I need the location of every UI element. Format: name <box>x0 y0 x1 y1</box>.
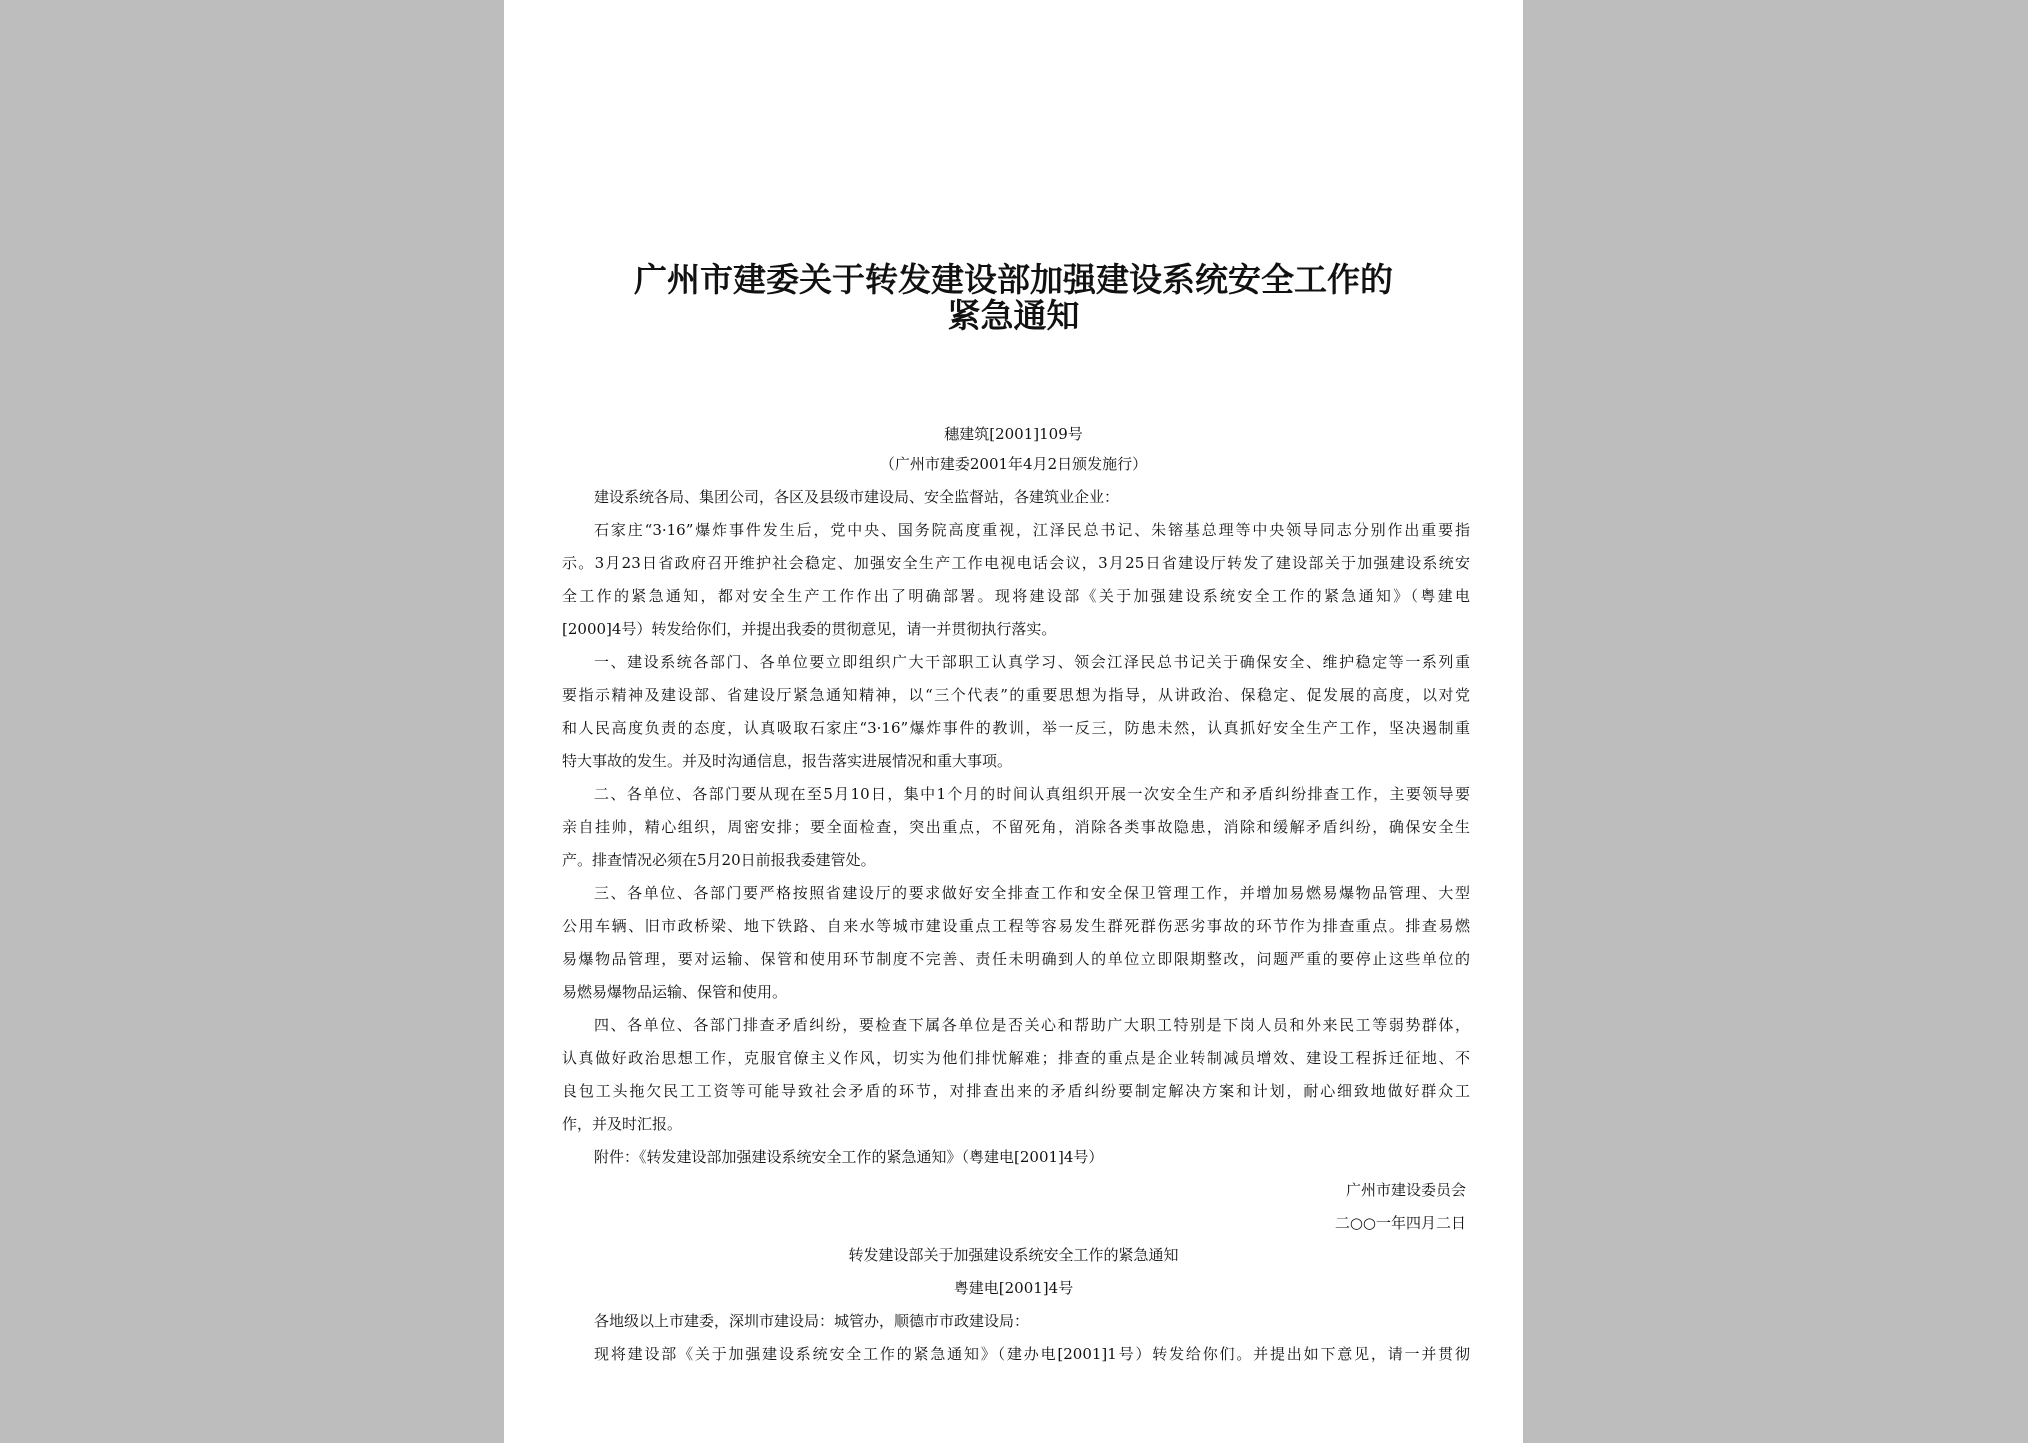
addressee: 建设系统各局、集团公司，各区及县级市建设局、安全监督站，各建筑业企业： <box>594 488 1120 506</box>
sub-body-line: 现将建设部《关于加强建设系统安全工作的紧急通知》（建办电[2001]1号）转发给你们。并提出如下意见，请一并贯彻 <box>594 1345 1470 1363</box>
item1-line: 特大事故的发生。并及时沟通信息，报告落实进展情况和重大事项。 <box>562 752 1013 770</box>
intro-line: 示。3月23日省政府召开维护社会稳定、加强安全生产工作电视电话会议，3月25日省建设厅转发了建设部关于加强建设系统安 <box>562 554 1470 572</box>
intro-line: 全工作的紧急通知，都对安全生产工作作出了明确部署。现将建设部《关于加强建设系统安全工作的紧急通知》（粤建电 <box>562 587 1470 605</box>
left-margin-background <box>0 0 504 1443</box>
signature-org: 广州市建设委员会 <box>1345 1181 1466 1199</box>
item2-line: 产。排查情况必须在5月20日前报我委建管处。 <box>562 851 876 869</box>
document-page <box>504 0 1523 1443</box>
item1-line: 和人民高度负责的态度，认真吸取石家庄“3·16”爆炸事件的教训，举一反三，防患未然，认真抓好安全生产工作，坚决遏制重 <box>562 719 1470 737</box>
item4-line: 认真做好政治思想工作，克服官僚主义作风，切实为他们排忧解难；排查的重点是企业转制减员增效、建设工程拆迁征地、不 <box>562 1049 1470 1067</box>
page-title <box>504 262 1523 334</box>
issue-note: （广州市建委2001年4月2日颁发施行） <box>879 455 1148 473</box>
sub-doc-number: 粤建电[2001]4号 <box>953 1279 1074 1297</box>
title-line-2: 紧急通知 <box>947 296 1080 335</box>
sub-addressee: 各地级以上市建委，深圳市建设局：城管办，顺德市市政建设局： <box>594 1312 1030 1330</box>
signature-date: 二○○一年四月二日 <box>1334 1214 1466 1232</box>
attachment: 附件：《转发建设部加强建设系统安全工作的紧急通知》（粤建电[2001]4号） <box>594 1148 1104 1166</box>
right-margin-background <box>1523 0 2028 1443</box>
item3-line: 易燃易爆物品运输、保管和使用。 <box>562 983 788 1001</box>
item3-line: 三、各单位、各部门要严格按照省建设厅的要求做好安全排查工作和安全保卫管理工作，并增加易燃易爆物品管理、大型 <box>594 884 1470 902</box>
item3-line: 公用车辆、旧市政桥梁、地下铁路、自来水等城市建设重点工程等容易发生群死群伤恶劣事故的环节作为排查重点。排查易燃 <box>562 917 1470 935</box>
item1-line: 一、建设系统各部门、各单位要立即组织广大干部职工认真学习、领会江泽民总书记关于确保安全、维护稳定等一系列重 <box>594 653 1470 671</box>
intro-line: [2000]4号）转发给你们，并提出我委的贯彻意见，请一并贯彻执行落实。 <box>562 620 1057 638</box>
item4-line: 良包工头拖欠民工工资等可能导致社会矛盾的环节，对排查出来的矛盾纠纷要制定解决方案和计划，耐心细致地做好群众工 <box>562 1082 1470 1100</box>
item1-line: 要指示精神及建设部、省建设厅紧急通知精神，以“三个代表”的重要思想为指导，从讲政治、保稳定、促发展的高度，以对党 <box>562 686 1470 704</box>
sub-title: 转发建设部关于加强建设系统安全工作的紧急通知 <box>848 1246 1179 1264</box>
title-line-1: 广州市建委关于转发建设部加强建设系统安全工作的 <box>634 260 1393 299</box>
item4-line: 四、各单位、各部门排查矛盾纠纷，要检查下属各单位是否关心和帮助广大职工特别是下岗人员和外来民工等弱势群体， <box>594 1016 1470 1034</box>
item2-line: 二、各单位、各部门要从现在至5月10日，集中1个月的时间认真组织开展一次安全生产和矛盾纠纷排查工作，主要领导要 <box>594 785 1470 803</box>
item2-line: 亲自挂帅，精心组织，周密安排；要全面检查，突出重点，不留死角，消除各类事故隐患，消除和缓解矛盾纠纷，确保安全生 <box>562 818 1470 836</box>
doc-number: 穗建筑[2001]109号 <box>944 425 1083 443</box>
intro-line: 石家庄“3·16”爆炸事件发生后，党中央、国务院高度重视，江泽民总书记、朱镕基总理等中央领导同志分别作出重要指 <box>594 521 1470 539</box>
item3-line: 易爆物品管理，要对运输、保管和使用环节制度不完善、责任未明确到人的单位立即限期整改，问题严重的要停止这些单位的 <box>562 950 1470 968</box>
item4-line: 作，并及时汇报。 <box>562 1115 683 1133</box>
